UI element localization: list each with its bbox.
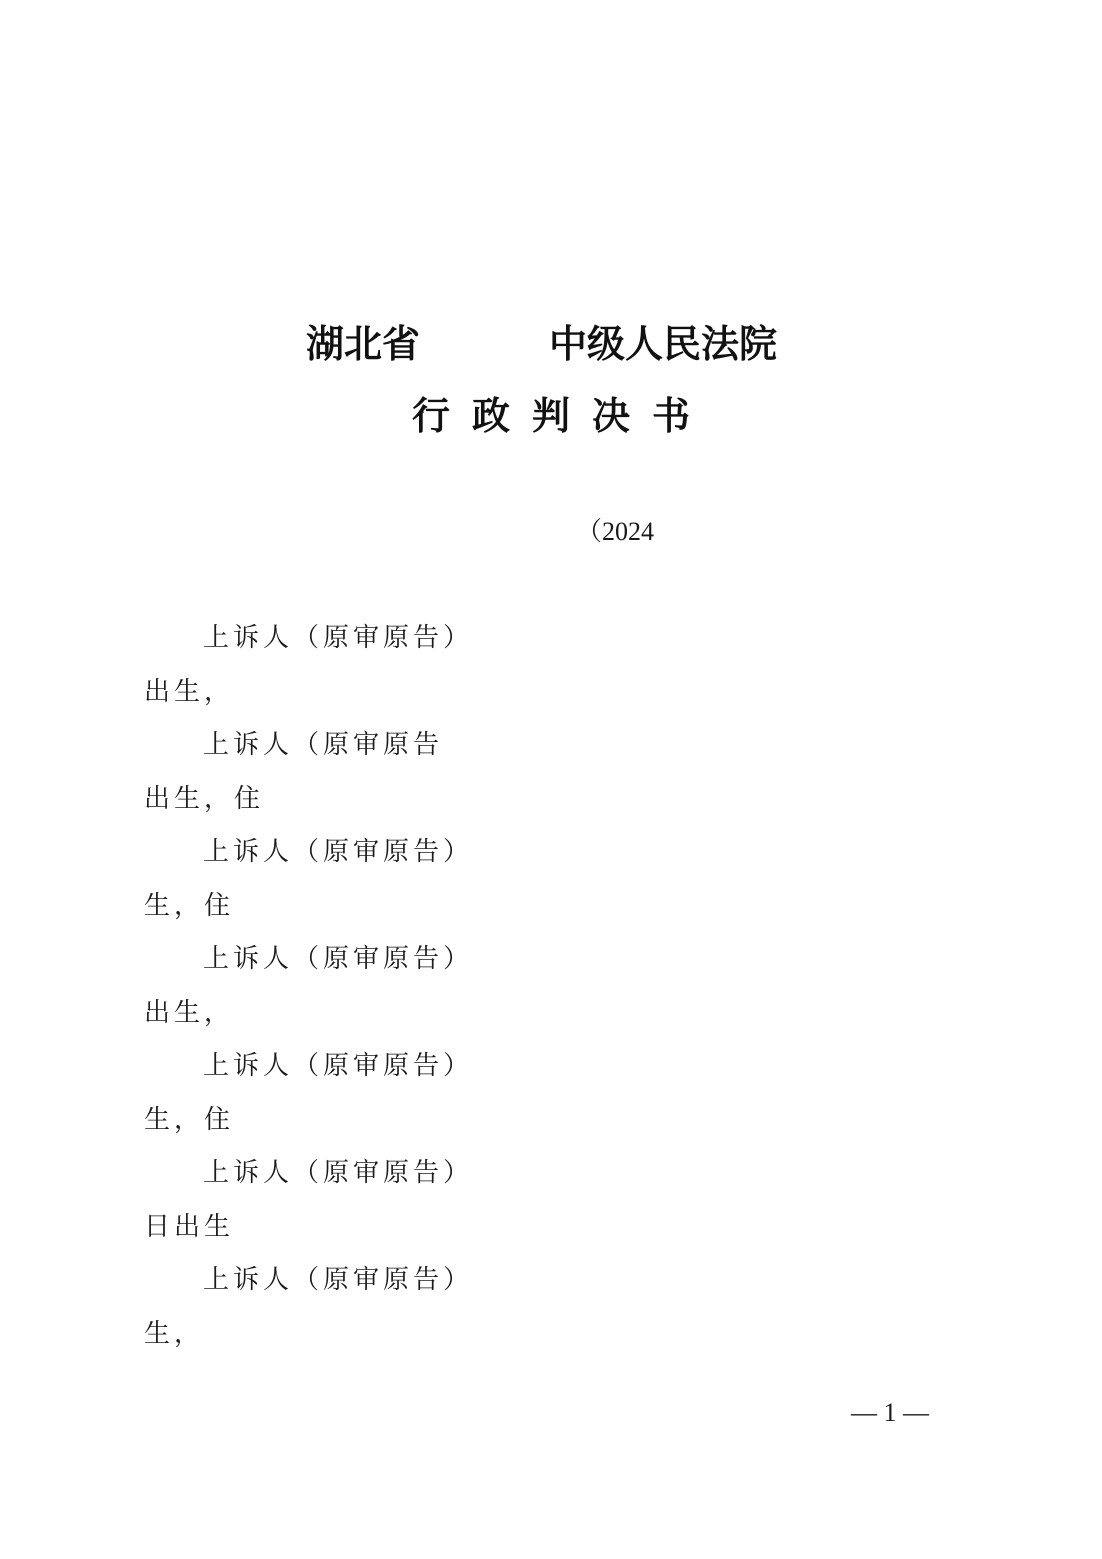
party-continuation-4: 出生，	[144, 998, 235, 1028]
document-type-title: 行政判决书	[411, 394, 712, 438]
court-name-prefix: 湖北省	[306, 322, 421, 366]
party-intro-4: 上诉人（原审原告）	[203, 944, 474, 974]
page-number: — 1 —	[851, 1398, 929, 1427]
party-intro-1: 上诉人（原审原告）	[203, 623, 474, 653]
court-name-suffix: 中级人民法院	[549, 322, 778, 366]
party-intro-5: 上诉人（原审原告）	[203, 1051, 474, 1081]
party-continuation-1: 出生，	[144, 677, 235, 707]
party-continuation-5: 生，住	[144, 1105, 235, 1135]
party-intro-2: 上诉人（原审原告	[203, 730, 444, 760]
party-continuation-6: 日出生	[144, 1212, 235, 1242]
party-intro-7: 上诉人（原审原告）	[203, 1265, 474, 1295]
party-intro-6: 上诉人（原审原告）	[203, 1158, 474, 1188]
case-number: （2024	[576, 517, 655, 546]
party-continuation-7: 生，	[144, 1319, 205, 1349]
party-intro-3: 上诉人（原审原告）	[203, 837, 474, 867]
party-continuation-2: 出生，住	[144, 784, 265, 814]
party-continuation-3: 生，住	[144, 891, 235, 921]
